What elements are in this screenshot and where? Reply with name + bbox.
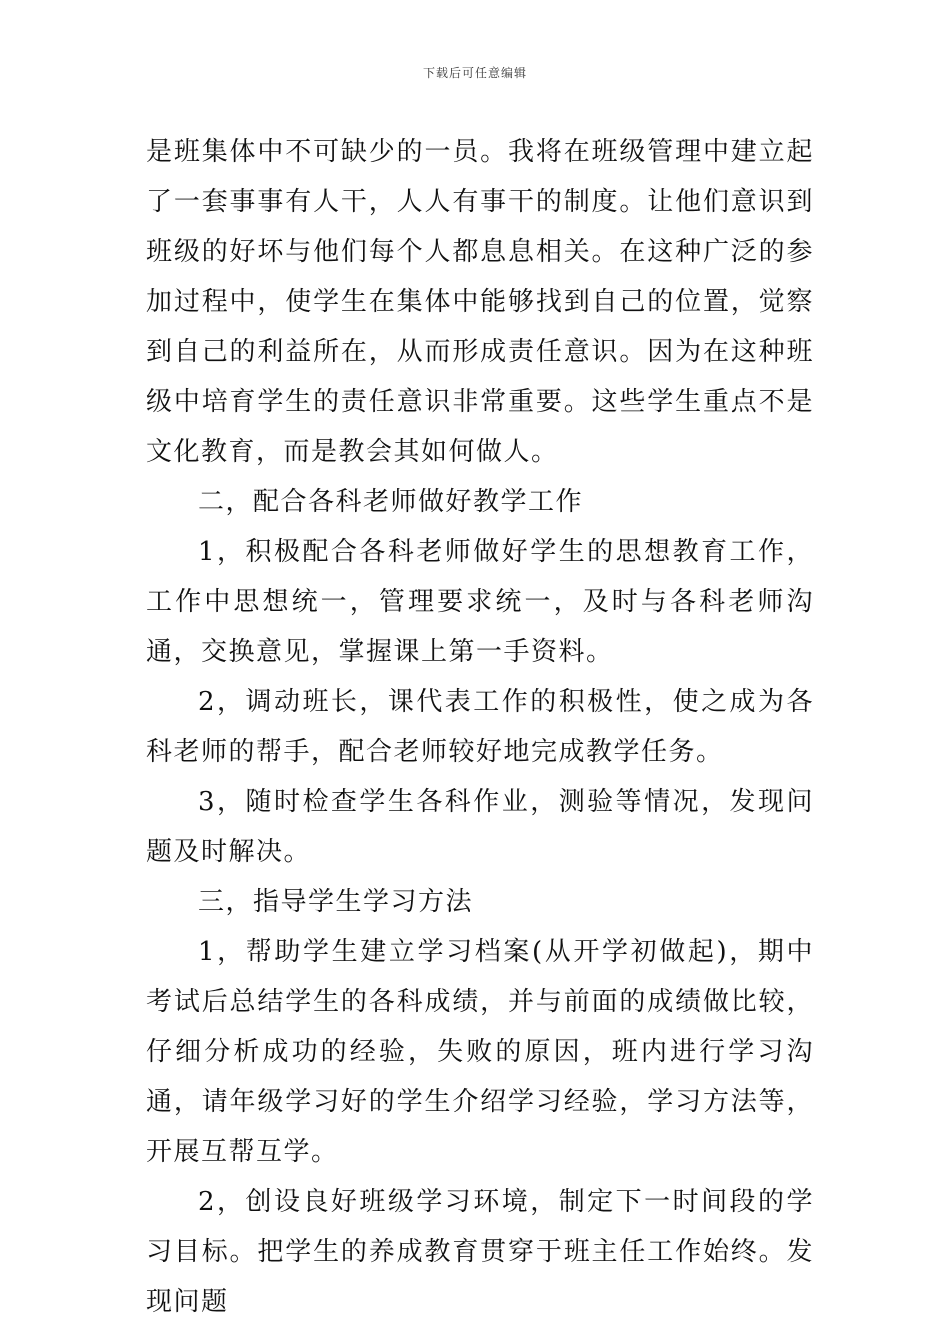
page-header: 下载后可任意编辑: [422, 66, 527, 80]
paragraph-3-2: 2，创设良好班级学习环境，制定下一时间段的学习目标。把学生的养成教育贯穿于班主任工作始终。发现问题: [146, 1187, 814, 1317]
paragraph-3-1: 1，帮助学生建立学习档案(从开学初做起)，期中考试后总结学生的各科成绩，并与前面的成绩做比较，仔细分析成功的经验，失败的原因，班内进行学习沟通，请年级学习好的学生介绍学习经验，学习方法等，开展互帮互学。: [146, 937, 814, 1167]
section-heading-3: 三，指导学生学习方法: [198, 887, 474, 917]
paragraph-2-1: 1，积极配合各科老师做好学生的思想教育工作，工作中思想统一，管理要求统一，及时与各科老师沟通，交换意见，掌握课上第一手资料。: [146, 537, 814, 667]
document-body: [146, 127, 814, 1327]
paragraph-2-3: 3，随时检查学生各科作业，测验等情况，发现问题及时解决。: [146, 787, 814, 867]
paragraph-2-2: 2，调动班长，课代表工作的积极性，使之成为各科老师的帮手，配合老师较好地完成教学任务。: [146, 687, 814, 767]
paragraph-continuation: 是班集体中不可缺少的一员。我将在班级管理中建立起了一套事事有人干，人人有事干的制度。让他们意识到班级的好坏与他们每个人都息息相关。在这种广泛的参加过程中，使学生在集体中能够找到自己的位置，觉察到自己的利益所在，从而形成责任意识。因为在这种班级中培育学生的责任意识非常重要。这些学生重点不是文化教育，而是教会其如何做人。: [146, 137, 814, 467]
section-heading-2: 二，配合各科老师做好教学工作: [198, 487, 584, 517]
